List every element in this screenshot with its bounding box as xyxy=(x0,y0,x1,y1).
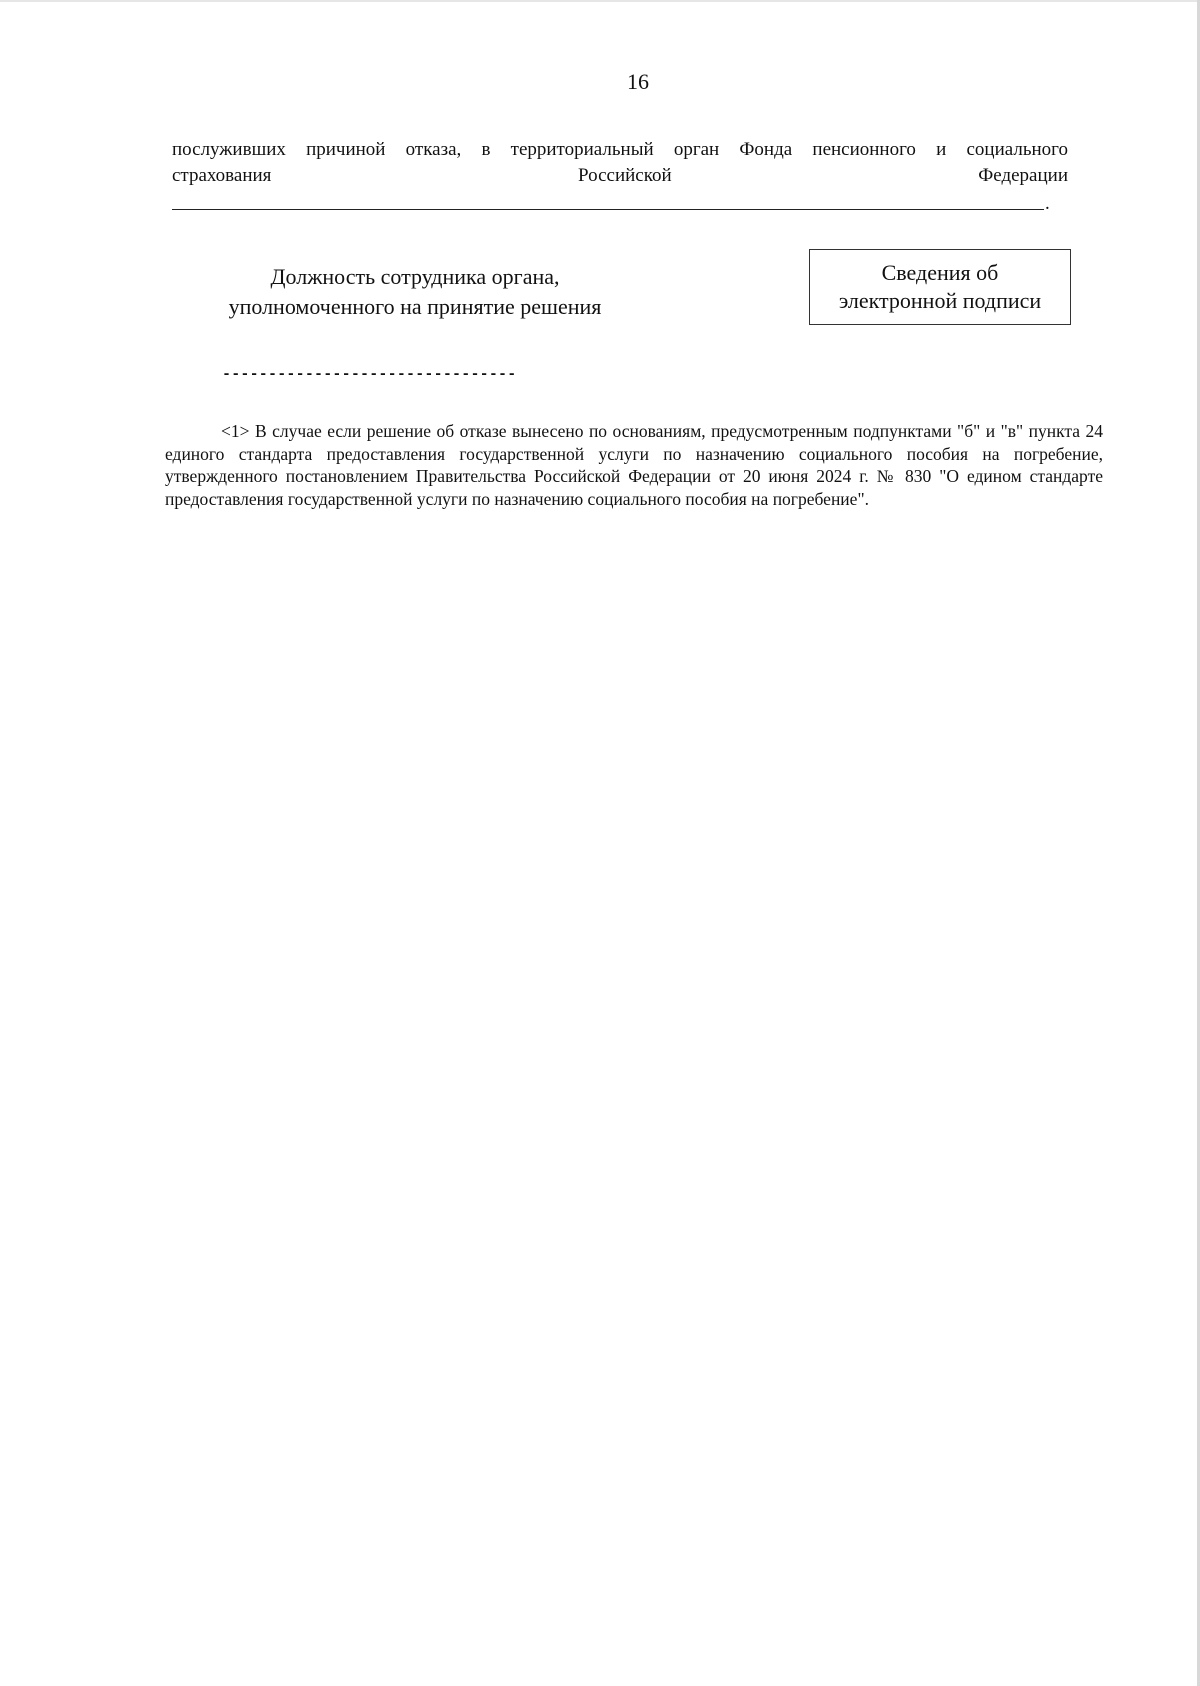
official-position-line-2: уполномоченного на принятие решения xyxy=(228,294,602,319)
footnote-text: <1> В случае если решение об отказе вынесено по основаниям, предусмотренным подпунктами "б" и "в" пункта 24 единого стандарта предоставления государственной услуги по назначению социального пособия на погребение, утвержденного постановлением Правительства Российской Федерации от 20 июня 2024 г. № 830 "О едином стандарте предоставления государственной услуги по назначению социального пособия на погребение". xyxy=(165,421,1103,509)
body-word-strakhovaniya: страхования xyxy=(172,165,272,186)
scan-edge-top xyxy=(0,0,1200,2)
fill-in-period: . xyxy=(1045,193,1050,214)
official-position-caption xyxy=(190,262,640,322)
electronic-signature-line-2: электронной подписи xyxy=(838,288,1042,313)
official-position-line-1: Должность сотрудника органа, xyxy=(270,264,560,289)
body-text-line-2 xyxy=(172,165,1068,187)
fill-in-underline xyxy=(172,209,1044,210)
electronic-signature-box xyxy=(809,249,1071,325)
body-word-rossiyskoy: Российской xyxy=(578,165,672,186)
body-text-line-1: послуживших причиной отказа, в территориальный орган Фонда пенсионного и социального xyxy=(172,139,1068,160)
page-number: 16 xyxy=(627,69,649,94)
body-word-federatsii: Федерации xyxy=(978,165,1068,186)
footnote-separator: -------------------------------- xyxy=(222,366,517,383)
electronic-signature-line-1: Сведения об xyxy=(881,260,999,285)
